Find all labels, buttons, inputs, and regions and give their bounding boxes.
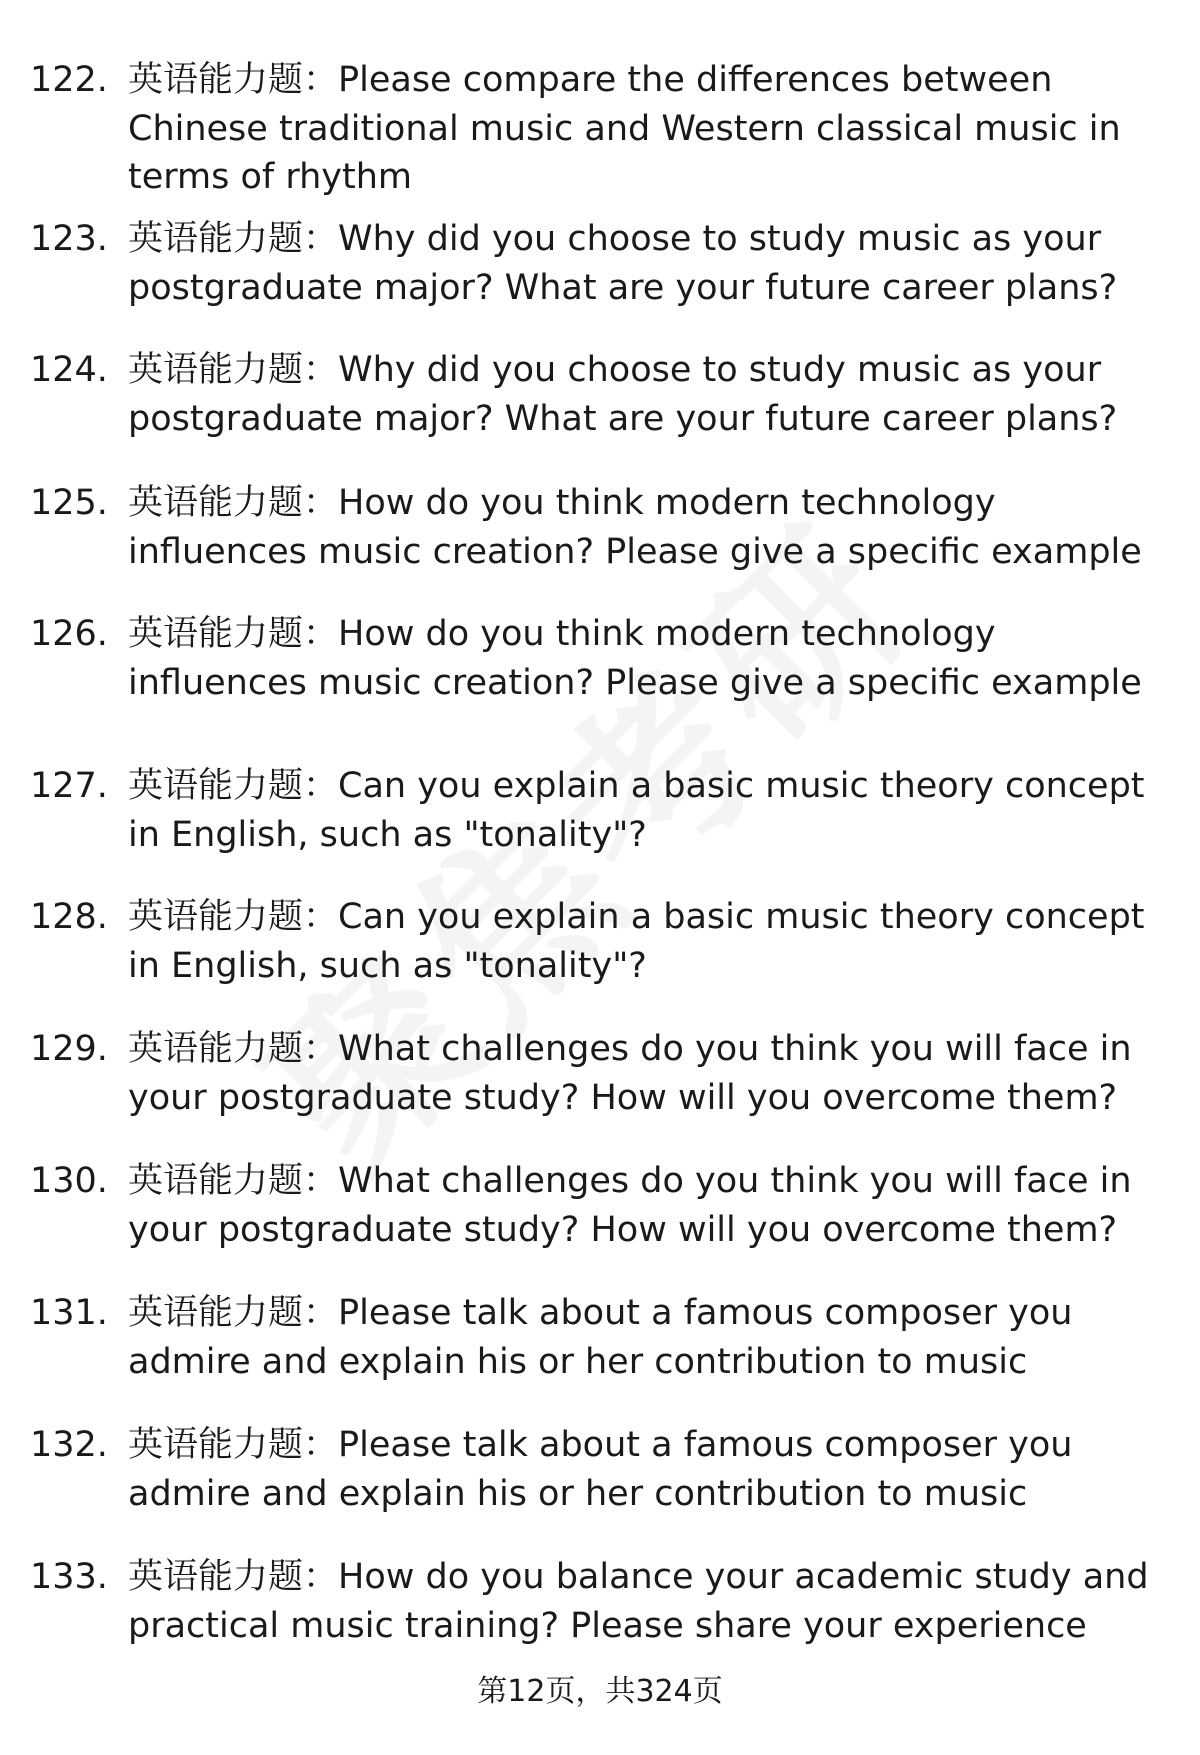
question-content: What challenges do you think you will face in your postgraduate study? How will you overcome them?: [128, 1161, 1132, 1250]
question-text: [128, 1025, 1158, 1122]
question-prefix: 英语能力题：: [128, 1161, 339, 1201]
question-prefix: 英语能力题：: [128, 897, 339, 937]
question-content: How do you balance your academic study and practical music training? Please share your experience: [128, 1557, 1149, 1646]
question-item: [30, 1421, 1160, 1518]
question-number: 122.: [30, 60, 108, 100]
question-text: [128, 479, 1158, 576]
question-content: Can you explain a basic music theory concept in English, such as "tonality"?: [128, 766, 1145, 855]
question-prefix: 英语能力题：: [128, 1425, 339, 1465]
question-item: [30, 762, 1160, 859]
question-item: [30, 1289, 1160, 1386]
question-number: 131.: [30, 1293, 108, 1333]
question-prefix: 英语能力题：: [128, 219, 339, 259]
question-text: [128, 215, 1158, 312]
question-item: [30, 346, 1160, 443]
question-prefix: 英语能力题：: [128, 1557, 339, 1597]
question-item: [30, 1025, 1160, 1122]
question-item: [30, 56, 1160, 202]
question-text: [128, 762, 1158, 859]
question-text: [128, 56, 1158, 202]
question-number: 129.: [30, 1029, 108, 1069]
question-prefix: 英语能力题：: [128, 614, 339, 654]
question-item: [30, 215, 1160, 312]
question-prefix: 英语能力题：: [128, 1029, 339, 1069]
question-item: [30, 610, 1160, 707]
question-number: 133.: [30, 1557, 108, 1597]
question-prefix: 英语能力题：: [128, 1293, 339, 1333]
question-text: [128, 346, 1158, 443]
question-number: 128.: [30, 897, 108, 937]
question-text: [128, 893, 1158, 990]
question-number: 132.: [30, 1425, 108, 1465]
question-content: What challenges do you think you will face in your postgraduate study? How will you overcome them?: [128, 1029, 1132, 1118]
question-number: 126.: [30, 614, 108, 654]
question-prefix: 英语能力题：: [128, 350, 339, 390]
question-number: 124.: [30, 350, 108, 390]
question-content: Please compare the differences between Chinese traditional music and Western classical music in terms of rhythm: [128, 60, 1121, 197]
question-item: [30, 1553, 1160, 1650]
question-prefix: 英语能力题：: [128, 766, 339, 806]
question-content: Can you explain a basic music theory concept in English, such as "tonality"?: [128, 897, 1145, 986]
question-content: Why did you choose to study music as your postgraduate major? What are your future career plans?: [128, 350, 1118, 439]
question-number: 125.: [30, 483, 108, 523]
question-text: [128, 1421, 1158, 1518]
question-text: [128, 1289, 1158, 1386]
question-text: [128, 1553, 1158, 1650]
question-number: 127.: [30, 766, 108, 806]
question-content: Why did you choose to study music as your postgraduate major? What are your future career plans?: [128, 219, 1118, 308]
question-text: [128, 610, 1158, 707]
question-content: Please talk about a famous composer you admire and explain his or her contribution to music: [128, 1425, 1073, 1514]
question-content: Please talk about a famous composer you admire and explain his or her contribution to music: [128, 1293, 1073, 1382]
question-number: 123.: [30, 219, 108, 259]
question-item: [30, 893, 1160, 990]
question-prefix: 英语能力题：: [128, 483, 339, 523]
question-item: [30, 479, 1160, 576]
question-content: How do you think modern technology influences music creation? Please give a specific example: [128, 483, 1142, 572]
question-number: 130.: [30, 1161, 108, 1201]
page-number-footer: 第12页，共324页: [477, 1674, 723, 1709]
question-content: How do you think modern technology influences music creation? Please give a specific example: [128, 614, 1142, 703]
question-text: [128, 1157, 1158, 1254]
question-item: [30, 1157, 1160, 1254]
question-prefix: 英语能力题：: [128, 60, 339, 100]
